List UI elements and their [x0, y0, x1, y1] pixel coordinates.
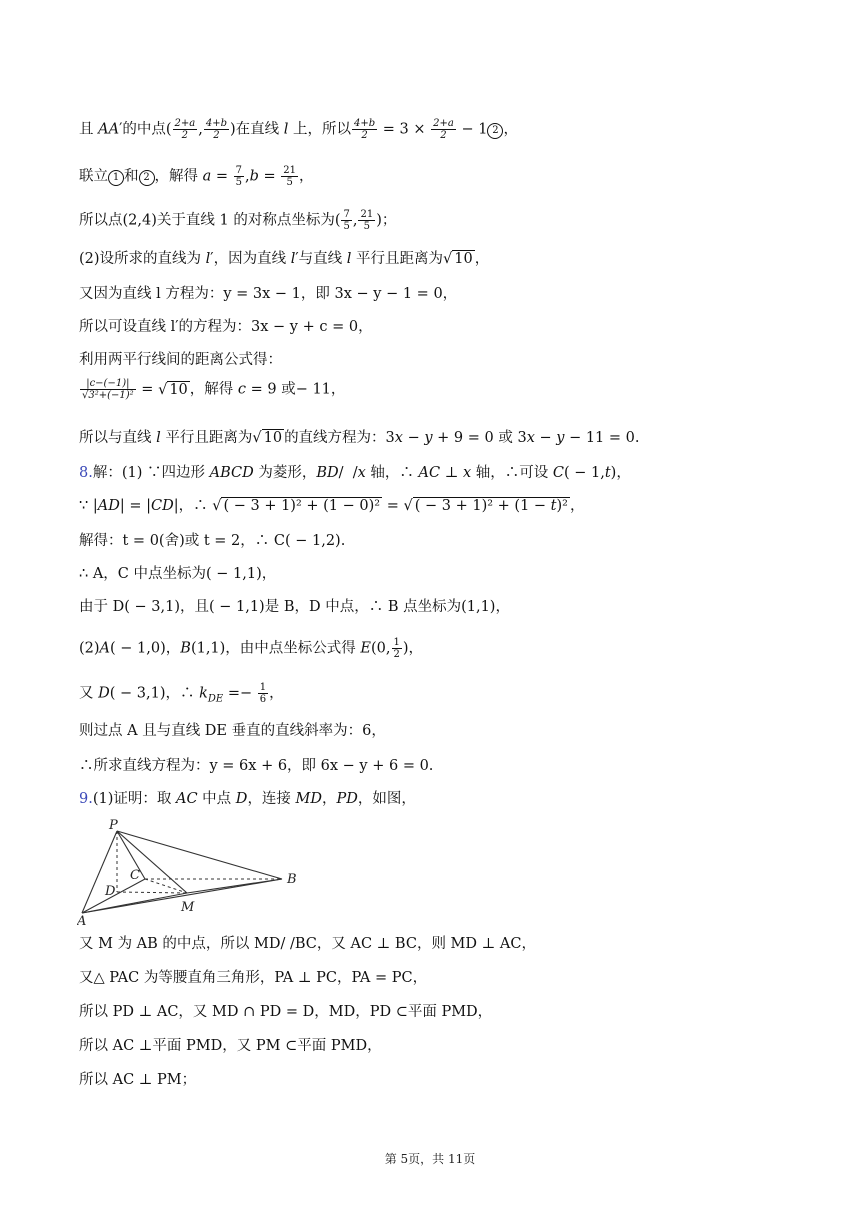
label-M: M	[181, 900, 195, 915]
text-line: 所以 AC ⊥ PM；	[79, 1072, 197, 1088]
text-line: $\frac{|c-(-1)|}{\text{√3²+(−1)²}}$ = √ 10 ，解得 c = 9 或− 11，	[82, 378, 346, 401]
text-line: 又 M 为 AB 的中点，所以 MD/ /BC，又 AC ⊥ BC，则 MD ⊥ AC，	[79, 936, 536, 952]
text-line: 又因为直线 l 方程为：y = 3x − 1，即 3x − y − 1 = 0，	[79, 286, 458, 302]
page-footer: 第 5页，共 11页	[384, 1152, 476, 1166]
text-line: 又 D( − 3,1)，∴ $k_{DE}$ =− $\frac{1}{6}$ ，	[79, 682, 284, 705]
text-line: 9.(1)证明：取 AC 中点 D，连接 MD，PD，如图，	[79, 791, 416, 807]
text-line: 利用两平行线间的距离公式得：	[79, 352, 282, 368]
label-D: D	[105, 884, 116, 899]
text-line: (2)设所求的直线为 l′，因为直线 l′与直线 l 平行且距离为√ 10 ，	[79, 251, 490, 267]
pyramid-figure	[77, 817, 307, 927]
text-line: 则过点 A 且与直线 DE 垂直的直线斜率为：6，	[79, 723, 386, 739]
text-line: 由于 D( − 3,1)，且( − 1,1)是 B，D 中点，∴ B 点坐标为(1,1)，	[79, 599, 510, 615]
text-line: ∵ |AD| = |CD|，∴ √ ( − 3 + 1)² + (1 − 0)² = √ ( − 3 + 1)² + (1 − t)² ，	[79, 498, 585, 514]
text-line: 所以点(2,4)关于直线 1 的对称点坐标为( $\frac{7}{5}$ , $\frac{21}{5}$ )；	[79, 209, 397, 232]
text-line: ∴ A，C 中点坐标为( − 1,1)，	[79, 566, 277, 582]
text-line: 联立 1 和 2 ，解得 a = $\frac{7}{5}$ ,b = $\frac{21}{5}$ ，	[79, 165, 314, 188]
text-line: 所以 AC ⊥平面 PMD，又 PM ⊂平面 PMD，	[79, 1038, 382, 1054]
text-line: 且 AA′的中点( $\frac{2+a}{2}$ , $\frac{4+b}{2}$ )在直线 l 上，所以 $\frac{4+b}{2}$ = 3 × $\frac{2+a}{2}$ − 1 2 ，	[79, 118, 518, 141]
text-line: 所以与直线 l 平行且距离为√ 10 的直线方程为：3x − y + 9 = 0 或 3x − y − 11 = 0.	[79, 430, 640, 446]
text-line: (2)A( − 1,0)，B(1,1)，由中点坐标公式得 E(0, $\frac{1}{2}$ )，	[79, 637, 424, 660]
text-line: ∴所求直线方程为：y = 6x + 6，即 6x − y + 6 = 0.	[79, 758, 434, 774]
label-C: C	[130, 868, 140, 883]
label-P: P	[109, 818, 118, 833]
text-line: 解得：t = 0(舍)或 t = 2，∴ C( − 1,2).	[79, 533, 346, 549]
label-B: B	[287, 872, 297, 887]
text-line: 所以 PD ⊥ AC，又 MD ∩ PD = D，MD，PD ⊂平面 PMD，	[79, 1004, 493, 1020]
label-A: A	[77, 914, 87, 927]
text-line: 8.解：(1) ∵四边形 ABCD 为菱形，BD/ /x 轴，∴ AC ⊥ x 轴，∴可设 C( − 1,t)，	[79, 465, 631, 481]
text-line: 又△ PAC 为等腰直角三角形，PA ⊥ PC，PA = PC，	[79, 970, 428, 986]
text-line: 所以可设直线 l′的方程为：3x − y + c = 0，	[79, 319, 373, 335]
